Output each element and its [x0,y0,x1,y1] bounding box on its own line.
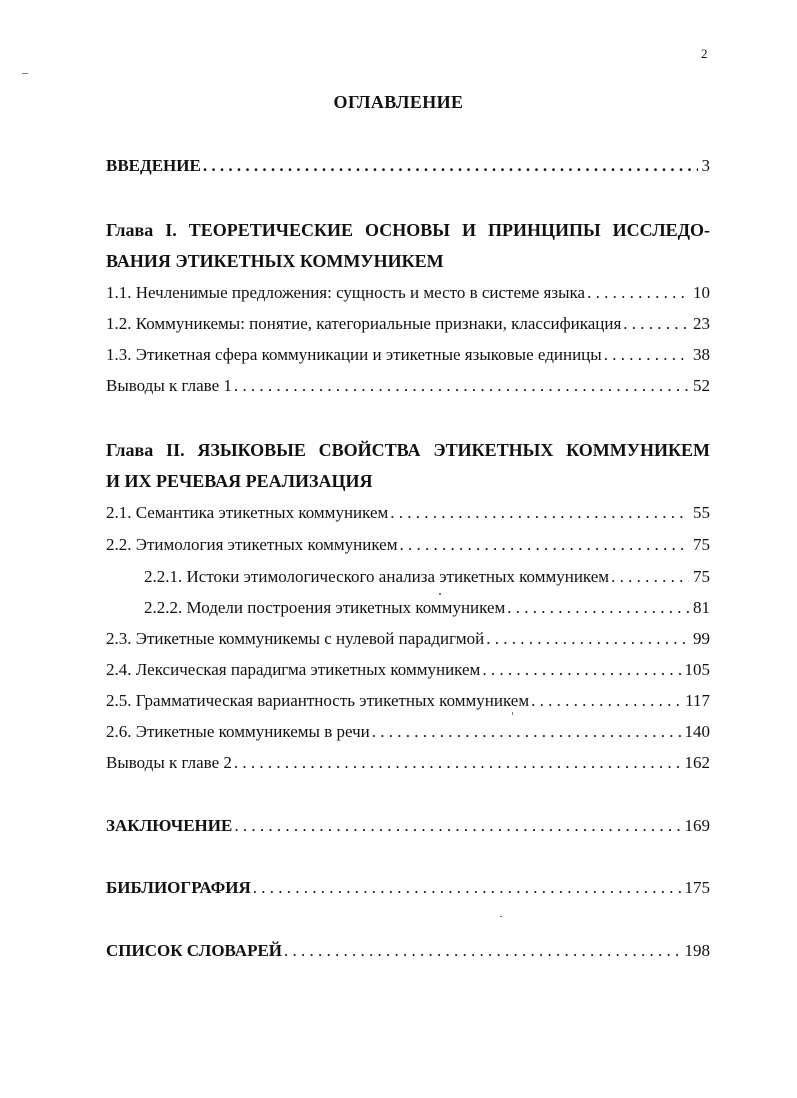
toc-entry[interactable] [106,721,710,743]
toc-entry-page: 198 [684,941,710,960]
toc-entry-dictionaries[interactable] [106,940,710,962]
chapter-heading-line: Глава I. ТЕОРЕТИЧЕСКИЕ ОСНОВЫ И ПРИНЦИПЫ ИССЛЕДО- [106,220,710,240]
scan-speck [500,916,502,917]
toc-entry-page: 99 [693,629,710,648]
toc-entry-page: 10 [693,283,710,302]
toc-entry-label: 1.2. Коммуникемы: понятие, категориальные признаки, классификация [106,314,622,333]
toc-entry-page: 75 [693,567,710,586]
scan-mark [22,73,28,74]
toc-entry[interactable] [106,502,710,524]
leader-dots [372,721,681,743]
toc-entry[interactable] [106,344,710,366]
leader-dots [399,534,689,556]
page-number: 2 [701,46,708,61]
toc-subentry[interactable] [144,566,710,588]
leader-dots [253,877,681,899]
toc-entry-label: ВВЕДЕНИЕ [106,156,201,175]
chapter-heading-line: ВАНИЯ ЭТИКЕТНЫХ КОММУНИКЕМ [106,251,444,271]
toc-entry-label: СПИСОК СЛОВАРЕЙ [106,941,283,960]
toc-entry[interactable] [106,628,710,650]
leader-dots [611,566,689,588]
toc-entry-page: 3 [701,156,710,175]
toc-entry[interactable] [106,282,710,304]
toc-entry-label: 2.1. Семантика этикетных коммуникем [106,503,389,522]
chapter-2-heading [106,435,710,497]
toc-entry-page: 162 [684,753,710,772]
toc-entry-label: 2.2. Этимология этикетных коммуникем [106,535,398,554]
leader-dots [623,313,689,335]
toc-entry-page: 38 [693,345,710,364]
toc-entry-label: 2.6. Этикетные коммуникемы в речи [106,722,370,741]
toc-entry-label: Выводы к главе 1 [106,376,232,395]
toc-entry-label: 2.4. Лексическая парадигма этикетных коммуникем [106,660,481,679]
toc-entry-page: 81 [693,598,710,617]
chapter-1-heading [106,215,710,277]
toc-entry[interactable] [106,313,710,335]
toc-entry-page: 23 [693,314,710,333]
toc-entry-page: 169 [684,816,710,835]
toc-entry-introduction[interactable] [106,155,710,177]
toc-entry[interactable] [106,375,710,397]
toc-entry-label: 2.2.1. Истоки этимологического анализа этикетных коммуникем [144,567,610,586]
toc-entry-page: 52 [693,376,710,395]
leader-dots [486,628,689,650]
toc-entry[interactable] [106,659,710,681]
toc-entry-label: БИБЛИОГРАФИЯ [106,878,251,897]
leader-dots [203,155,698,177]
toc-entry-label: 2.3. Этикетные коммуникемы с нулевой парадигмой [106,629,485,648]
toc-entry-label: 2.5. Грамматическая вариантность этикетных коммуникем [106,691,530,710]
toc-entry-page: 75 [693,535,710,554]
toc-entry-bibliography[interactable] [106,877,710,899]
toc-entry-page: 117 [685,691,710,710]
toc-entry-label: ЗАКЛЮЧЕНИЕ [106,816,233,835]
toc-entry-label: 1.1. Нечленимые предложения: сущность и место в системе языка [106,283,586,302]
leader-dots [234,815,680,837]
scan-speck [512,712,513,715]
leader-dots [587,282,689,304]
toc-entry-label: 2.2.2. Модели построения этикетных коммуникем [144,598,506,617]
leader-dots [390,502,689,524]
toc-entry-page: 55 [693,503,710,522]
leader-dots [531,690,681,712]
toc-entry-page: 175 [684,878,710,897]
page-title: ОГЛАВЛЕНИЕ [333,92,464,112]
toc-entry-page: 140 [684,722,710,741]
toc-entry-label: Выводы к главе 2 [106,753,232,772]
leader-dots [284,940,680,962]
leader-dots [482,659,680,681]
chapter-heading-line: И ИХ РЕЧЕВАЯ РЕАЛИЗАЦИЯ [106,471,373,491]
toc-entry[interactable] [106,534,710,556]
leader-dots [604,344,689,366]
scan-speck [439,593,441,595]
toc-entry-page: 105 [684,660,710,679]
toc-entry[interactable] [106,752,710,774]
chapter-heading-line: Глава II. ЯЗЫКОВЫЕ СВОЙСТВА ЭТИКЕТНЫХ КОММУНИКЕМ [106,440,710,460]
toc-subentry[interactable] [144,597,710,619]
toc-entry[interactable] [106,690,710,712]
toc-entry-label: 1.3. Этикетная сфера коммуникации и этикетные языковые единицы [106,345,602,364]
leader-dots [507,597,689,619]
toc-entry-conclusion[interactable] [106,815,710,837]
leader-dots [234,752,681,774]
leader-dots [234,375,689,397]
